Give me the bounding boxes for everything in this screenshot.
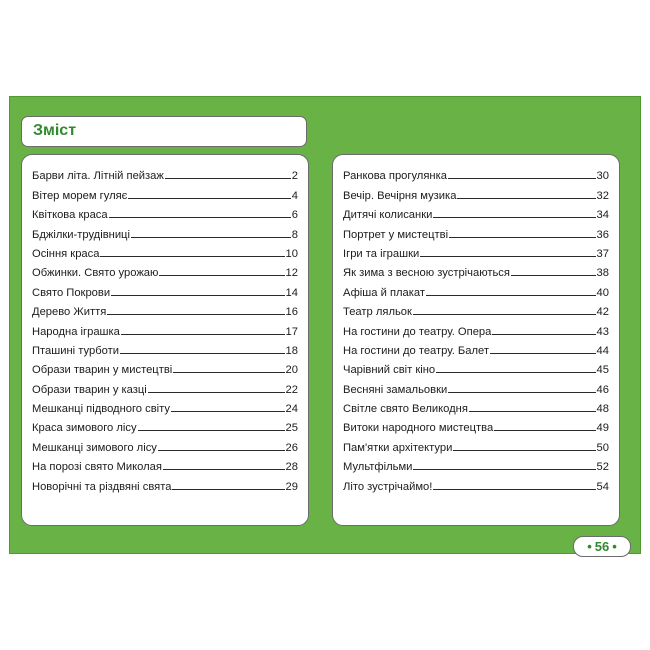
toc-entry[interactable] xyxy=(343,473,609,492)
bullet-dot-icon: • xyxy=(587,539,592,554)
toc-leader-line xyxy=(121,334,285,335)
toc-leader-line xyxy=(131,237,291,238)
toc-entry[interactable] xyxy=(32,396,298,415)
toc-leader-line xyxy=(138,430,285,431)
toc-entry[interactable] xyxy=(32,163,298,182)
toc-leader-line xyxy=(173,372,284,373)
toc-entry-title: Новорічні та різдвяні свята xyxy=(32,480,172,493)
toc-leader-line xyxy=(159,275,284,276)
toc-entry-title: Ігри та іграшки xyxy=(343,247,420,260)
toc-entry[interactable] xyxy=(32,434,298,453)
toc-entry[interactable] xyxy=(32,376,298,395)
toc-entry-page: 54 xyxy=(596,480,609,493)
toc-entry-title: Мультфільми xyxy=(343,461,413,474)
toc-entry[interactable] xyxy=(32,318,298,337)
toc-entry-title: Дитячі колисанки xyxy=(343,209,433,222)
toc-entry-title: Народна іграшка xyxy=(32,325,120,338)
toc-entry-page: 17 xyxy=(285,325,298,338)
toc-entry-title: Бджілки-трудівниці xyxy=(32,228,130,241)
toc-leader-line xyxy=(492,334,595,335)
toc-entry[interactable] xyxy=(343,357,609,376)
toc-leader-line xyxy=(128,198,290,199)
toc-entry-title: Пташині турботи xyxy=(32,344,119,357)
toc-entry-title: Вітер морем гуляє xyxy=(32,189,128,202)
toc-entry-title: Барви літа. Літній пейзаж xyxy=(32,170,164,183)
contents-title-box xyxy=(21,116,307,147)
toc-entry[interactable] xyxy=(343,338,609,357)
toc-leader-line xyxy=(148,392,285,393)
toc-entry-title: Обжинки. Свято урожаю xyxy=(32,267,159,280)
toc-leader-line xyxy=(511,275,596,276)
toc-entry-page: 20 xyxy=(285,364,298,377)
toc-leader-line xyxy=(172,489,284,490)
toc-entry-page: 2 xyxy=(291,170,298,183)
toc-entry-page: 32 xyxy=(596,189,609,202)
toc-leader-line xyxy=(165,178,291,179)
bullet-dot-icon: • xyxy=(612,539,617,554)
toc-leader-line xyxy=(448,392,595,393)
toc-leader-line xyxy=(433,217,595,218)
toc-entry-title: Портрет у мистецтві xyxy=(343,228,449,241)
toc-leader-line xyxy=(163,469,285,470)
toc-entry-title: Як зима з весною зустрічаються xyxy=(343,267,510,280)
toc-entry-page: 42 xyxy=(596,306,609,319)
toc-entry[interactable] xyxy=(32,473,298,492)
toc-entry-page: 52 xyxy=(596,461,609,474)
toc-list-left xyxy=(32,163,298,493)
toc-entry-page: 38 xyxy=(596,267,609,280)
toc-entry[interactable] xyxy=(32,260,298,279)
toc-entry-page: 10 xyxy=(285,247,298,260)
toc-entry-title: Витоки народного мистецтва xyxy=(343,422,494,435)
toc-entry[interactable] xyxy=(343,396,609,415)
toc-entry[interactable] xyxy=(343,299,609,318)
toc-entry-page: 8 xyxy=(291,228,298,241)
toc-entry[interactable] xyxy=(32,299,298,318)
toc-leader-line xyxy=(453,450,595,451)
toc-entry-title: Мешканці зимового лісу xyxy=(32,441,157,454)
toc-entry-page: 16 xyxy=(285,306,298,319)
toc-entry[interactable] xyxy=(343,376,609,395)
toc-entry[interactable] xyxy=(343,454,609,473)
toc-entry-page: 44 xyxy=(596,344,609,357)
toc-leader-line xyxy=(457,198,595,199)
toc-entry[interactable] xyxy=(32,202,298,221)
toc-entry[interactable] xyxy=(32,241,298,260)
toc-leader-line xyxy=(449,237,595,238)
page-title: Зміст xyxy=(33,122,77,139)
toc-entry[interactable] xyxy=(343,202,609,221)
toc-entry-page: 4 xyxy=(291,189,298,202)
toc-leader-line xyxy=(448,178,596,179)
toc-list-right xyxy=(343,163,609,493)
toc-entry-title: Образи тварин у казці xyxy=(32,383,147,396)
toc-leader-line xyxy=(420,256,595,257)
toc-entry-page: 14 xyxy=(285,286,298,299)
toc-leader-line xyxy=(469,411,596,412)
toc-entry-title: Пам'ятки архітектури xyxy=(343,441,453,454)
toc-entry-page: 28 xyxy=(285,461,298,474)
toc-entry-page: 6 xyxy=(291,209,298,222)
toc-entry-page: 37 xyxy=(596,247,609,260)
toc-entry[interactable] xyxy=(32,279,298,298)
toc-entry[interactable] xyxy=(32,357,298,376)
toc-leader-line xyxy=(109,217,291,218)
page-number-badge xyxy=(573,536,631,557)
toc-entry-page: 48 xyxy=(596,403,609,416)
toc-entry-title: Краса зимового лісу xyxy=(32,422,137,435)
toc-entry-page: 45 xyxy=(596,364,609,377)
toc-entry-title: Літо зустрічаймо! xyxy=(343,480,433,493)
toc-entry[interactable] xyxy=(343,163,609,182)
toc-entry[interactable] xyxy=(32,221,298,240)
toc-leader-line xyxy=(100,256,284,257)
toc-entry-title: Образи тварин у мистецтві xyxy=(32,364,173,377)
toc-entry[interactable] xyxy=(343,260,609,279)
toc-entry-page: 26 xyxy=(285,441,298,454)
toc-entry-title: Вечір. Вечірня музика xyxy=(343,189,457,202)
toc-panel-left xyxy=(21,154,309,526)
toc-entry-page: 36 xyxy=(596,228,609,241)
toc-entry-title: Мешканці підводного світу xyxy=(32,403,171,416)
toc-entry-page: 24 xyxy=(285,403,298,416)
toc-entry[interactable] xyxy=(32,182,298,201)
toc-entry-title: Квіткова краса xyxy=(32,209,108,222)
toc-leader-line xyxy=(494,430,595,431)
toc-panel-right xyxy=(332,154,620,526)
toc-entry-page: 29 xyxy=(285,480,298,493)
toc-leader-line xyxy=(111,295,284,296)
toc-entry-title: Театр ляльок xyxy=(343,306,412,319)
toc-entry[interactable] xyxy=(32,338,298,357)
toc-entry-page: 46 xyxy=(596,383,609,396)
toc-entry-page: 22 xyxy=(285,383,298,396)
toc-entry-title: Афіша й плакат xyxy=(343,286,425,299)
toc-entry-page: 40 xyxy=(596,286,609,299)
toc-entry-page: 25 xyxy=(285,422,298,435)
toc-entry[interactable] xyxy=(343,434,609,453)
toc-leader-line xyxy=(436,372,595,373)
toc-entry-page: 30 xyxy=(596,170,609,183)
toc-leader-line xyxy=(120,353,285,354)
toc-entry-page: 12 xyxy=(285,267,298,280)
toc-entry[interactable] xyxy=(32,454,298,473)
toc-leader-line xyxy=(490,353,596,354)
toc-entry[interactable] xyxy=(343,415,609,434)
toc-entry-page: 50 xyxy=(596,441,609,454)
toc-leader-line xyxy=(158,450,285,451)
toc-leader-line xyxy=(426,295,596,296)
toc-entry-page: 49 xyxy=(596,422,609,435)
toc-entry[interactable] xyxy=(343,221,609,240)
toc-leader-line xyxy=(433,489,595,490)
toc-entry[interactable] xyxy=(343,241,609,260)
toc-entry-page: 34 xyxy=(596,209,609,222)
toc-leader-line xyxy=(171,411,285,412)
toc-entry-title: Чарівний світ кіно xyxy=(343,364,436,377)
toc-entry[interactable] xyxy=(32,415,298,434)
toc-leader-line xyxy=(413,314,596,315)
toc-entry-title: На гостини до театру. Опера xyxy=(343,325,492,338)
toc-entry[interactable] xyxy=(343,279,609,298)
toc-entry-title: Весняні замальовки xyxy=(343,383,448,396)
toc-entry-page: 43 xyxy=(596,325,609,338)
toc-entry-title: На порозі свято Миколая xyxy=(32,461,162,474)
toc-entry-page: 18 xyxy=(285,344,298,357)
toc-entry-title: Ранкова прогулянка xyxy=(343,170,447,183)
toc-leader-line xyxy=(413,469,595,470)
toc-leader-line xyxy=(107,314,284,315)
toc-entry-title: Свято Покрови xyxy=(32,286,111,299)
toc-entry[interactable] xyxy=(343,318,609,337)
page-number: 56 xyxy=(594,539,610,554)
toc-entry-title: Світле свято Великодня xyxy=(343,403,468,416)
toc-entry-title: Осіння краса xyxy=(32,247,100,260)
toc-entry-title: На гостини до театру. Балет xyxy=(343,344,489,357)
toc-entry[interactable] xyxy=(343,182,609,201)
toc-entry-title: Дерево Життя xyxy=(32,306,107,319)
